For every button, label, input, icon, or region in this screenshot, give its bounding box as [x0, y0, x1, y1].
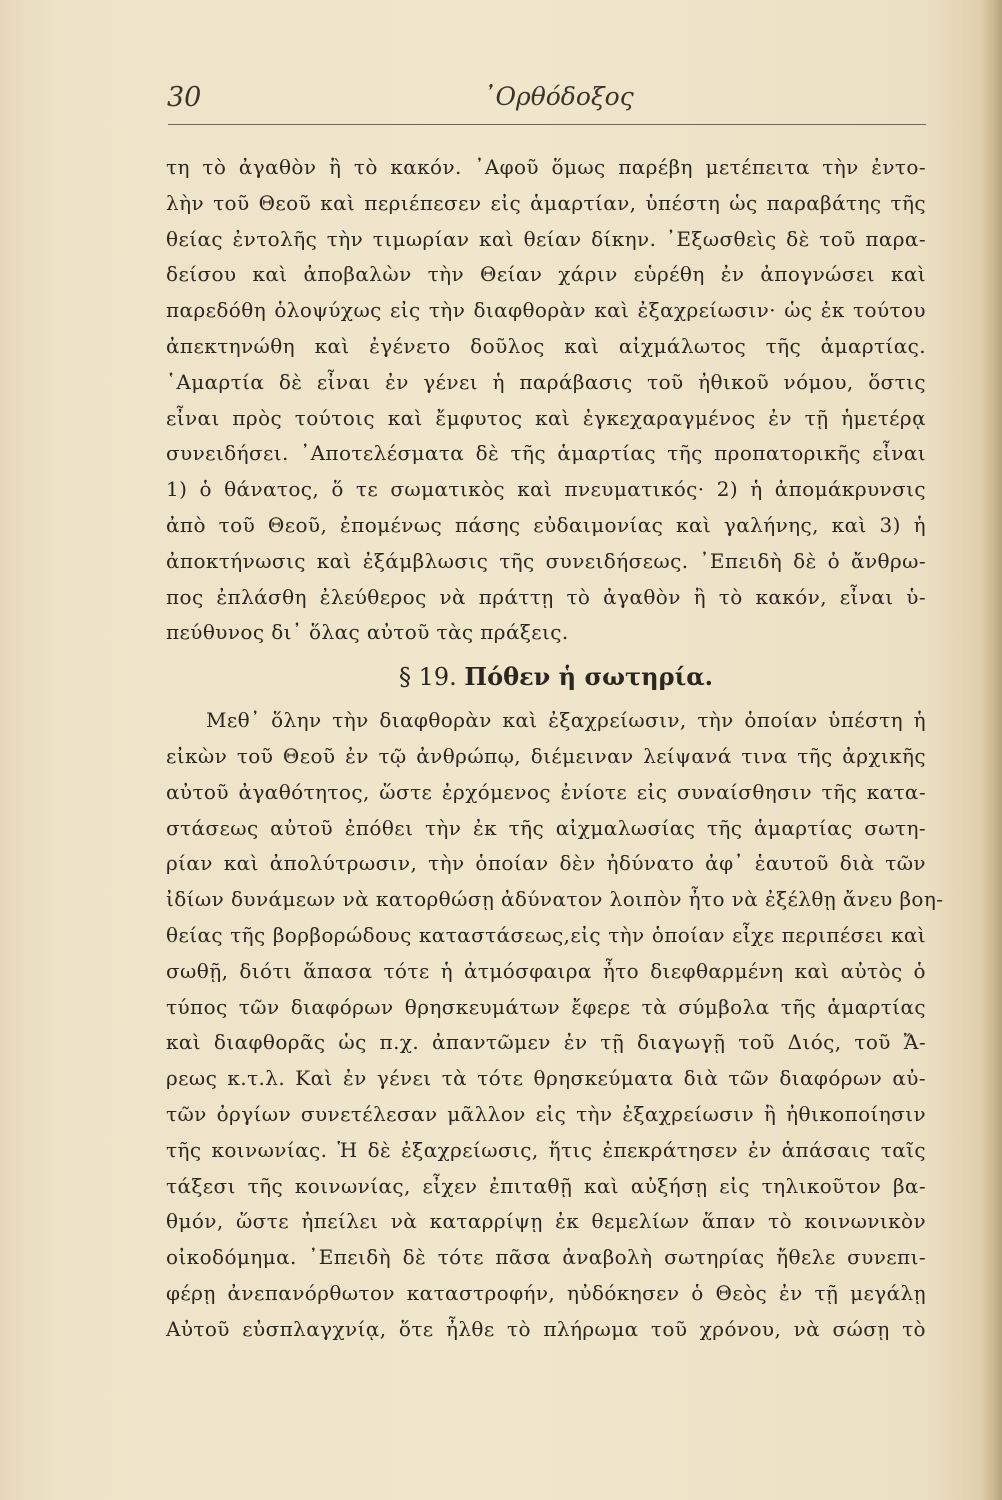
text-line: πεύθυνος δι᾿ ὅλας αὐτοῦ τὰς πράξεις.: [166, 620, 569, 645]
text-line: Μεθ᾿ ὅλην τὴν διαφθορὰν καὶ ἐξαχρείωσιν, τὴν ὁποίαν ὑπέστη ἡ: [206, 708, 926, 733]
text-line: τάξεσι τῆς κοινωνίας, εἶχεν ἐπιταθῇ καὶ αὐξήσῃ εἰς τηλικοῦτον βα-: [166, 1173, 926, 1198]
text-line: φέρῃ ἀνεπανόρθωτον καταστροφήν, ηὐδόκησεν ὁ Θεὸς ἐν τῇ μεγάλῃ: [166, 1280, 926, 1305]
text-line: στάσεως αὐτοῦ ἐπόθει τὴν ἐκ τῆς αἰχμαλωσίας τῆς ἁμαρτίας σωτη-: [166, 815, 926, 840]
text-line: ἰδίων δυνάμεων νὰ κατορθώσῃ ἀδύνατον λοιπὸν ἦτο νὰ ἐξέλθῃ ἄνευ βοη-: [166, 887, 944, 912]
text-line: παρεδόθη ὁλοψύχως εἰς τὴν διαφθορὰν καὶ ἐξαχρείωσιν· ὡς ἐκ τούτου: [166, 298, 926, 323]
running-title: ᾿Ορθόδοξος: [483, 82, 634, 111]
text-line: δείσου καὶ ἀποβαλὼν τὴν Θείαν χάριν εὑρέθη ἐν ἀπογνώσει καὶ: [166, 262, 926, 287]
text-line: ρεως κ.τ.λ. Καὶ ἐν γένει τὰ τότε θρησκεύματα διὰ τῶν διαφόρων αὐ-: [166, 1066, 926, 1091]
paragraph-1: [166, 150, 926, 651]
text-line: 1) ὁ θάνατος, ὅ τε σωματικὸς καὶ πνευματικός· 2) ἡ ἀπομάκρυνσις: [166, 477, 926, 502]
text-line: αὐτοῦ ἀγαθότητος, ὥστε ἐρχόμενος ἐνίοτε εἰς συναίσθησιν τῆς κατα-: [166, 779, 926, 804]
text-line: συνειδήσει. ᾿Αποτελέσματα δὲ τῆς ἁμαρτίας τῆς προπατορικῆς εἶναι: [166, 441, 926, 466]
text-line: Αὐτοῦ εὐσπλαγχνίᾳ, ὅτε ἦλθε τὸ πλήρωμα τοῦ χρόνου, νὰ σώσῃ τὸ: [166, 1316, 926, 1341]
text-line: ἀποκτήνωσις καὶ ἐξάμβλωσις τῆς συνειδήσεως. ᾿Επειδὴ δὲ ὁ ἄνθρω-: [166, 548, 926, 573]
page-header: [165, 82, 925, 122]
text-line: τη τὸ ἀγαθὸν ἢ τὸ κακόν. ᾿Αφοῦ ὅμως παρέβη μετέπειτα τὴν ἐντο-: [166, 155, 926, 179]
text-line: πος ἐπλάσθη ἐλεύθερος νὰ πράττῃ τὸ ἀγαθὸν ἢ τὸ κακόν, εἶναι ὑ-: [166, 584, 926, 609]
section-number: § 19.: [398, 663, 457, 692]
paragraph-2: [166, 703, 944, 1347]
text-line: σωθῇ, διότι ἅπασα τότε ἡ ἀτμόσφαιρα ἦτο διεφθαρμένη καὶ αὐτὸς ὁ: [166, 958, 926, 983]
text-line: ρίαν καὶ ἀπολύτρωσιν, τὴν ὁποίαν δὲν ἠδύνατο ἀφ᾿ ἑαυτοῦ διὰ τῶν: [166, 851, 926, 876]
text-line: θμόν, ὥστε ἠπείλει νὰ καταρρίψῃ ἐκ θεμελίων ἅπαν τὸ κοινωνικὸν: [166, 1209, 926, 1234]
text-line: ἀπὸ τοῦ Θεοῦ, ἐπομένως πάσης εὐδαιμονίας καὶ γαλήνης, καὶ 3) ἡ: [166, 512, 926, 537]
text-line: εἰκὼν τοῦ Θεοῦ ἐν τῷ ἀνθρώπῳ, διέμειναν λείψανά τινα τῆς ἀρχικῆς: [166, 743, 926, 768]
page-body: [166, 150, 944, 1348]
section-heading: [166, 651, 926, 703]
text-line: λὴν τοῦ Θεοῦ καὶ περιέπεσεν εἰς ἁμαρτίαν, ὑπέστη ὡς παραβάτης τῆς: [166, 190, 926, 215]
page-binding-shadow: [980, 0, 1002, 1500]
text-line: ῾Αμαρτία δὲ εἶναι ἐν γένει ἡ παράβασις τοῦ ἠθικοῦ νόμου, ὅστις: [166, 369, 926, 394]
header-rule: [168, 124, 926, 125]
text-line: ἀπεκτηνώθη καὶ ἐγένετο δοῦλος καὶ αἰχμάλωτος τῆς ἁμαρτίας.: [166, 333, 926, 358]
text-line: τῆς κοινωνίας. Ἡ δὲ ἐξαχρείωσις, ἥτις ἐπεκράτησεν ἐν ἁπάσαις ταῖς: [166, 1137, 926, 1162]
text-line: τῶν ὀργίων συνετέλεσαν μᾶλλον εἰς τὴν ἐξαχρείωσιν ἢ ἠθικοποίησιν: [166, 1101, 926, 1126]
text-line: θείας ἐντολῆς τὴν τιμωρίαν καὶ θείαν δίκην. ᾿Εξωσθεὶς δὲ τοῦ παρα-: [166, 226, 926, 251]
text-line: καὶ διαφθορᾶς ὡς π.χ. ἀπαντῶμεν ἐν τῇ διαγωγῇ τοῦ Διός, τοῦ Ἄ-: [166, 1030, 926, 1055]
text-line: θείας τῆς βορβορώδους καταστάσεως,εἰς τὴν ὁποίαν εἶχε περιπέσει καὶ: [166, 922, 926, 947]
section-title: Πόθεν ἡ σωτηρία.: [464, 662, 714, 692]
text-line: τύπος τῶν διαφόρων θρησκευμάτων ἔφερε τὰ σύμβολα τῆς ἁμαρτίας: [166, 994, 926, 1019]
page-number: 30: [167, 82, 202, 113]
text-line: οἰκοδόμημα. ᾿Επειδὴ δὲ τότε πᾶσα ἀναβολὴ σωτηρίας ἤθελε συνεπι-: [166, 1245, 926, 1270]
text-line: εἶναι πρὸς τούτοις καὶ ἔμφυτος καὶ ἐγκεχαραγμένος ἐν τῇ ἡμετέρᾳ: [166, 405, 926, 430]
